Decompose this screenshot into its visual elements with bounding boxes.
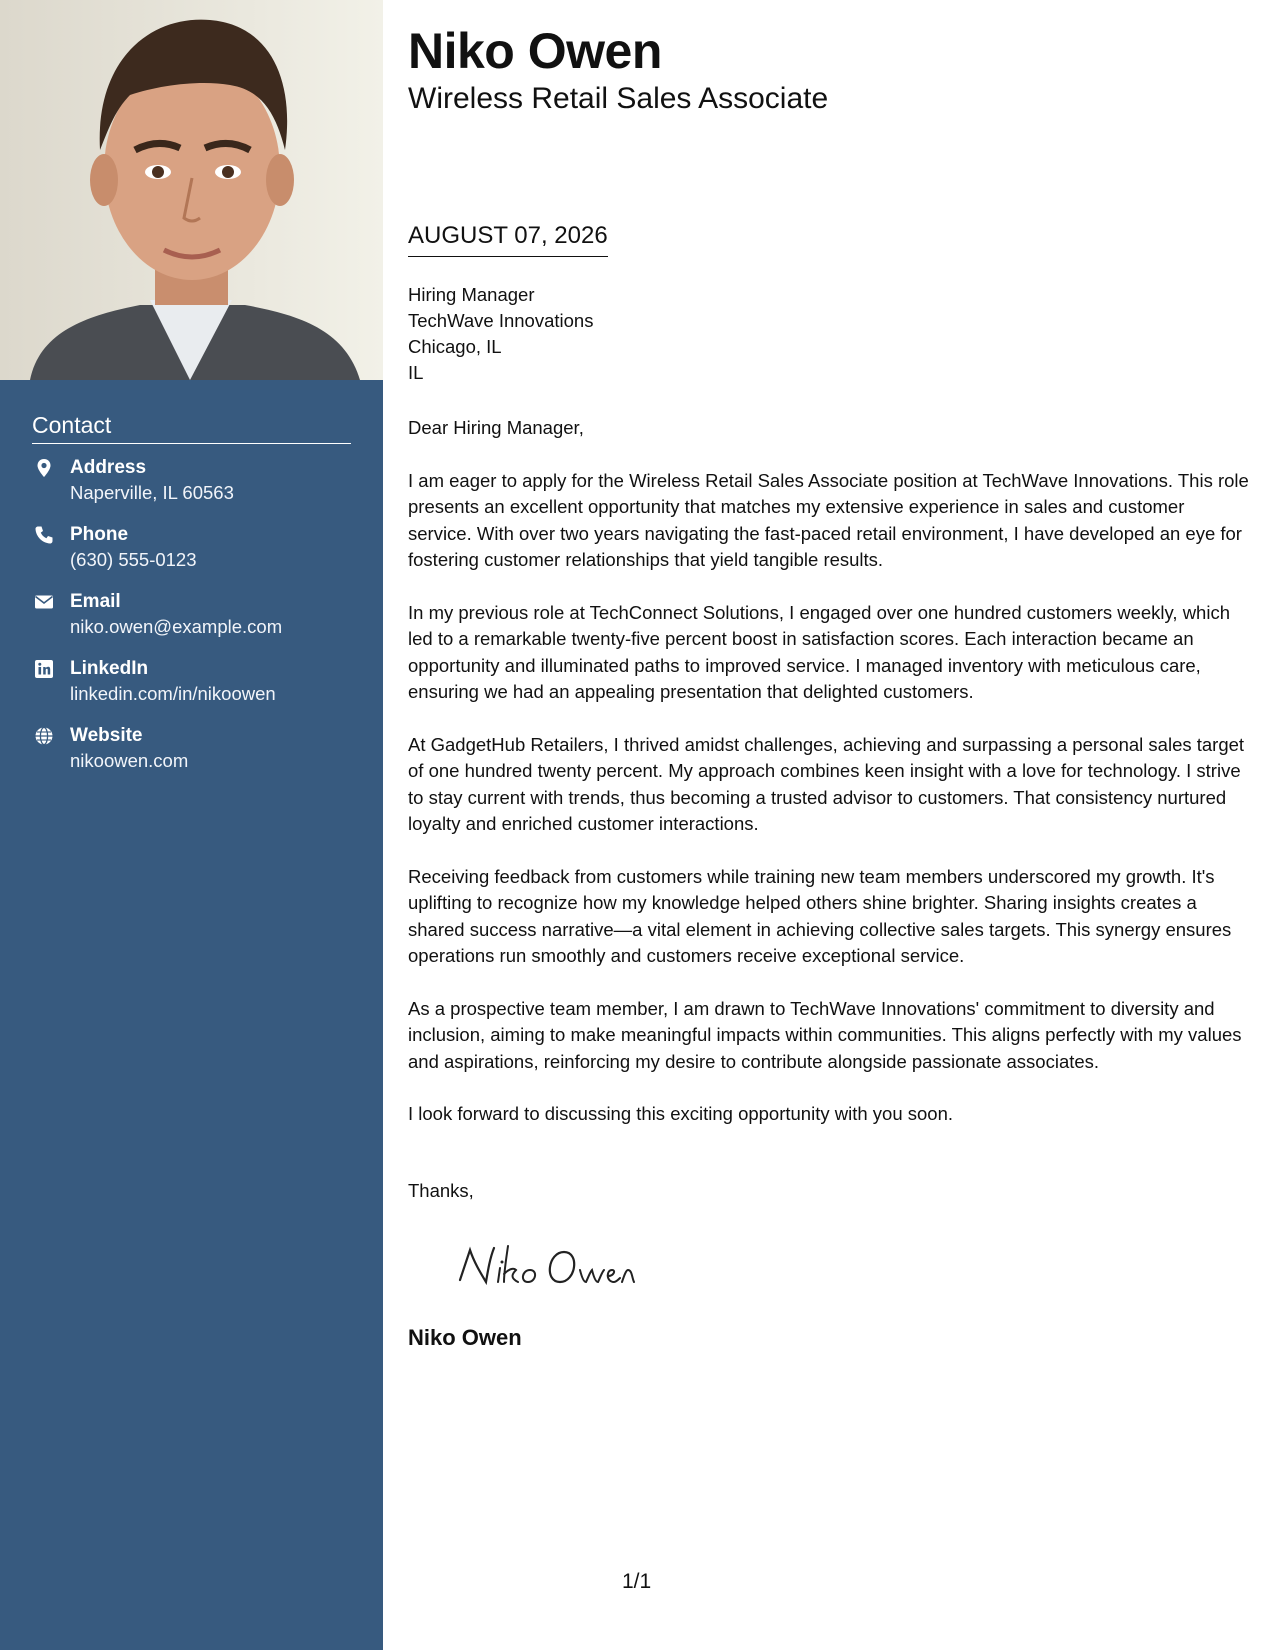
recipient-line: Chicago, IL [408,336,502,357]
contact-item-phone [32,523,351,573]
contact-label: LinkedIn [70,658,149,679]
job-title: Wireless Retail Sales Associate [408,82,829,115]
contact-item-website [32,724,351,774]
website-value[interactable]: nikoowen.com [70,750,189,771]
contact-label: Phone [70,524,129,545]
location-pin-icon [34,458,54,478]
envelope-icon [34,592,54,612]
contact-label: Email [70,591,121,612]
contact-item-email [32,590,351,640]
body-paragraph: Receiving feedback from customers while training new team members underscored my growth. It's uplifting to recognize how my knowledge helped others shine brighter. Sharing insights creates a shared success narrative—a vital element in achieving collective sales targets. This synergy ensures operations run smoothly and customers receive exceptional service. [408,865,1232,966]
contact-item-address [32,456,351,506]
contact-item-linkedin [32,657,351,707]
recipient-line: IL [408,362,424,383]
body-paragraph: At GadgetHub Retailers, I thrived amidst challenges, achieving and surpassing a personal sales target of one hundred twenty percent. My approach combines keen insight with a love for technology. I strive to stay current with trends, thus becoming a trusted advisor to customers. That consistency nurtured loyalty and enriched customer interactions. [408,733,1245,834]
recipient-block [408,282,593,386]
contact-section [32,412,351,791]
contact-label: Website [70,725,143,746]
body-paragraph: I look forward to discussing this exciting opportunity with you soon. [408,1103,954,1124]
linkedin-value[interactable]: linkedin.com/in/nikoowen [70,683,276,704]
contact-heading: Contact [32,412,351,444]
signed-name: Niko Owen [408,1325,522,1350]
page-number: 1/1 [622,1570,652,1593]
address-value: Naperville, IL 60563 [70,482,234,503]
salutation: Dear Hiring Manager, [408,417,584,438]
applicant-name: Niko Owen [408,23,662,79]
linkedin-icon [34,659,54,679]
body-paragraph: I am eager to apply for the Wireless Retail Sales Associate position at TechWave Innovations. This role presents an excellent opportunity that matches my extensive experience in sales and customer service. With over two years navigating the fast-paced retail environment, I have developed an eye for fostering customer relationships that yield tangible results. [408,469,1249,570]
letter-date: AUGUST 07, 2026 [408,222,608,257]
recipient-line: TechWave Innovations [408,310,594,331]
body-paragraph: As a prospective team member, I am drawn to TechWave Innovations' commitment to diversity and inclusion, aiming to make meaningful impacts within communities. This aligns perfectly with my values and aspirations, reinforcing my desire to contribute alongside passionate associates. [408,997,1242,1072]
recipient-line: Hiring Manager [408,284,535,305]
letter-body [408,415,1253,1154]
contact-label: Address [70,457,147,478]
profile-photo [0,0,383,380]
email-value[interactable]: niko.owen@example.com [70,616,283,637]
globe-icon [34,726,54,746]
closing: Thanks, [408,1180,474,1201]
phone-icon [34,525,54,545]
sidebar [0,0,383,1650]
phone-value: (630) 555-0123 [70,549,197,570]
body-paragraph: In my previous role at TechConnect Solutions, I engaged over one hundred customers weekly, which led to a remarkable twenty-five percent boost in satisfaction scores. Each interaction became an opportunity and illuminated paths to improved service. I managed inventory with meticulous care, ensuring we had an appealing presentation that delighted customers. [408,601,1230,702]
handwritten-signature [452,1238,642,1303]
